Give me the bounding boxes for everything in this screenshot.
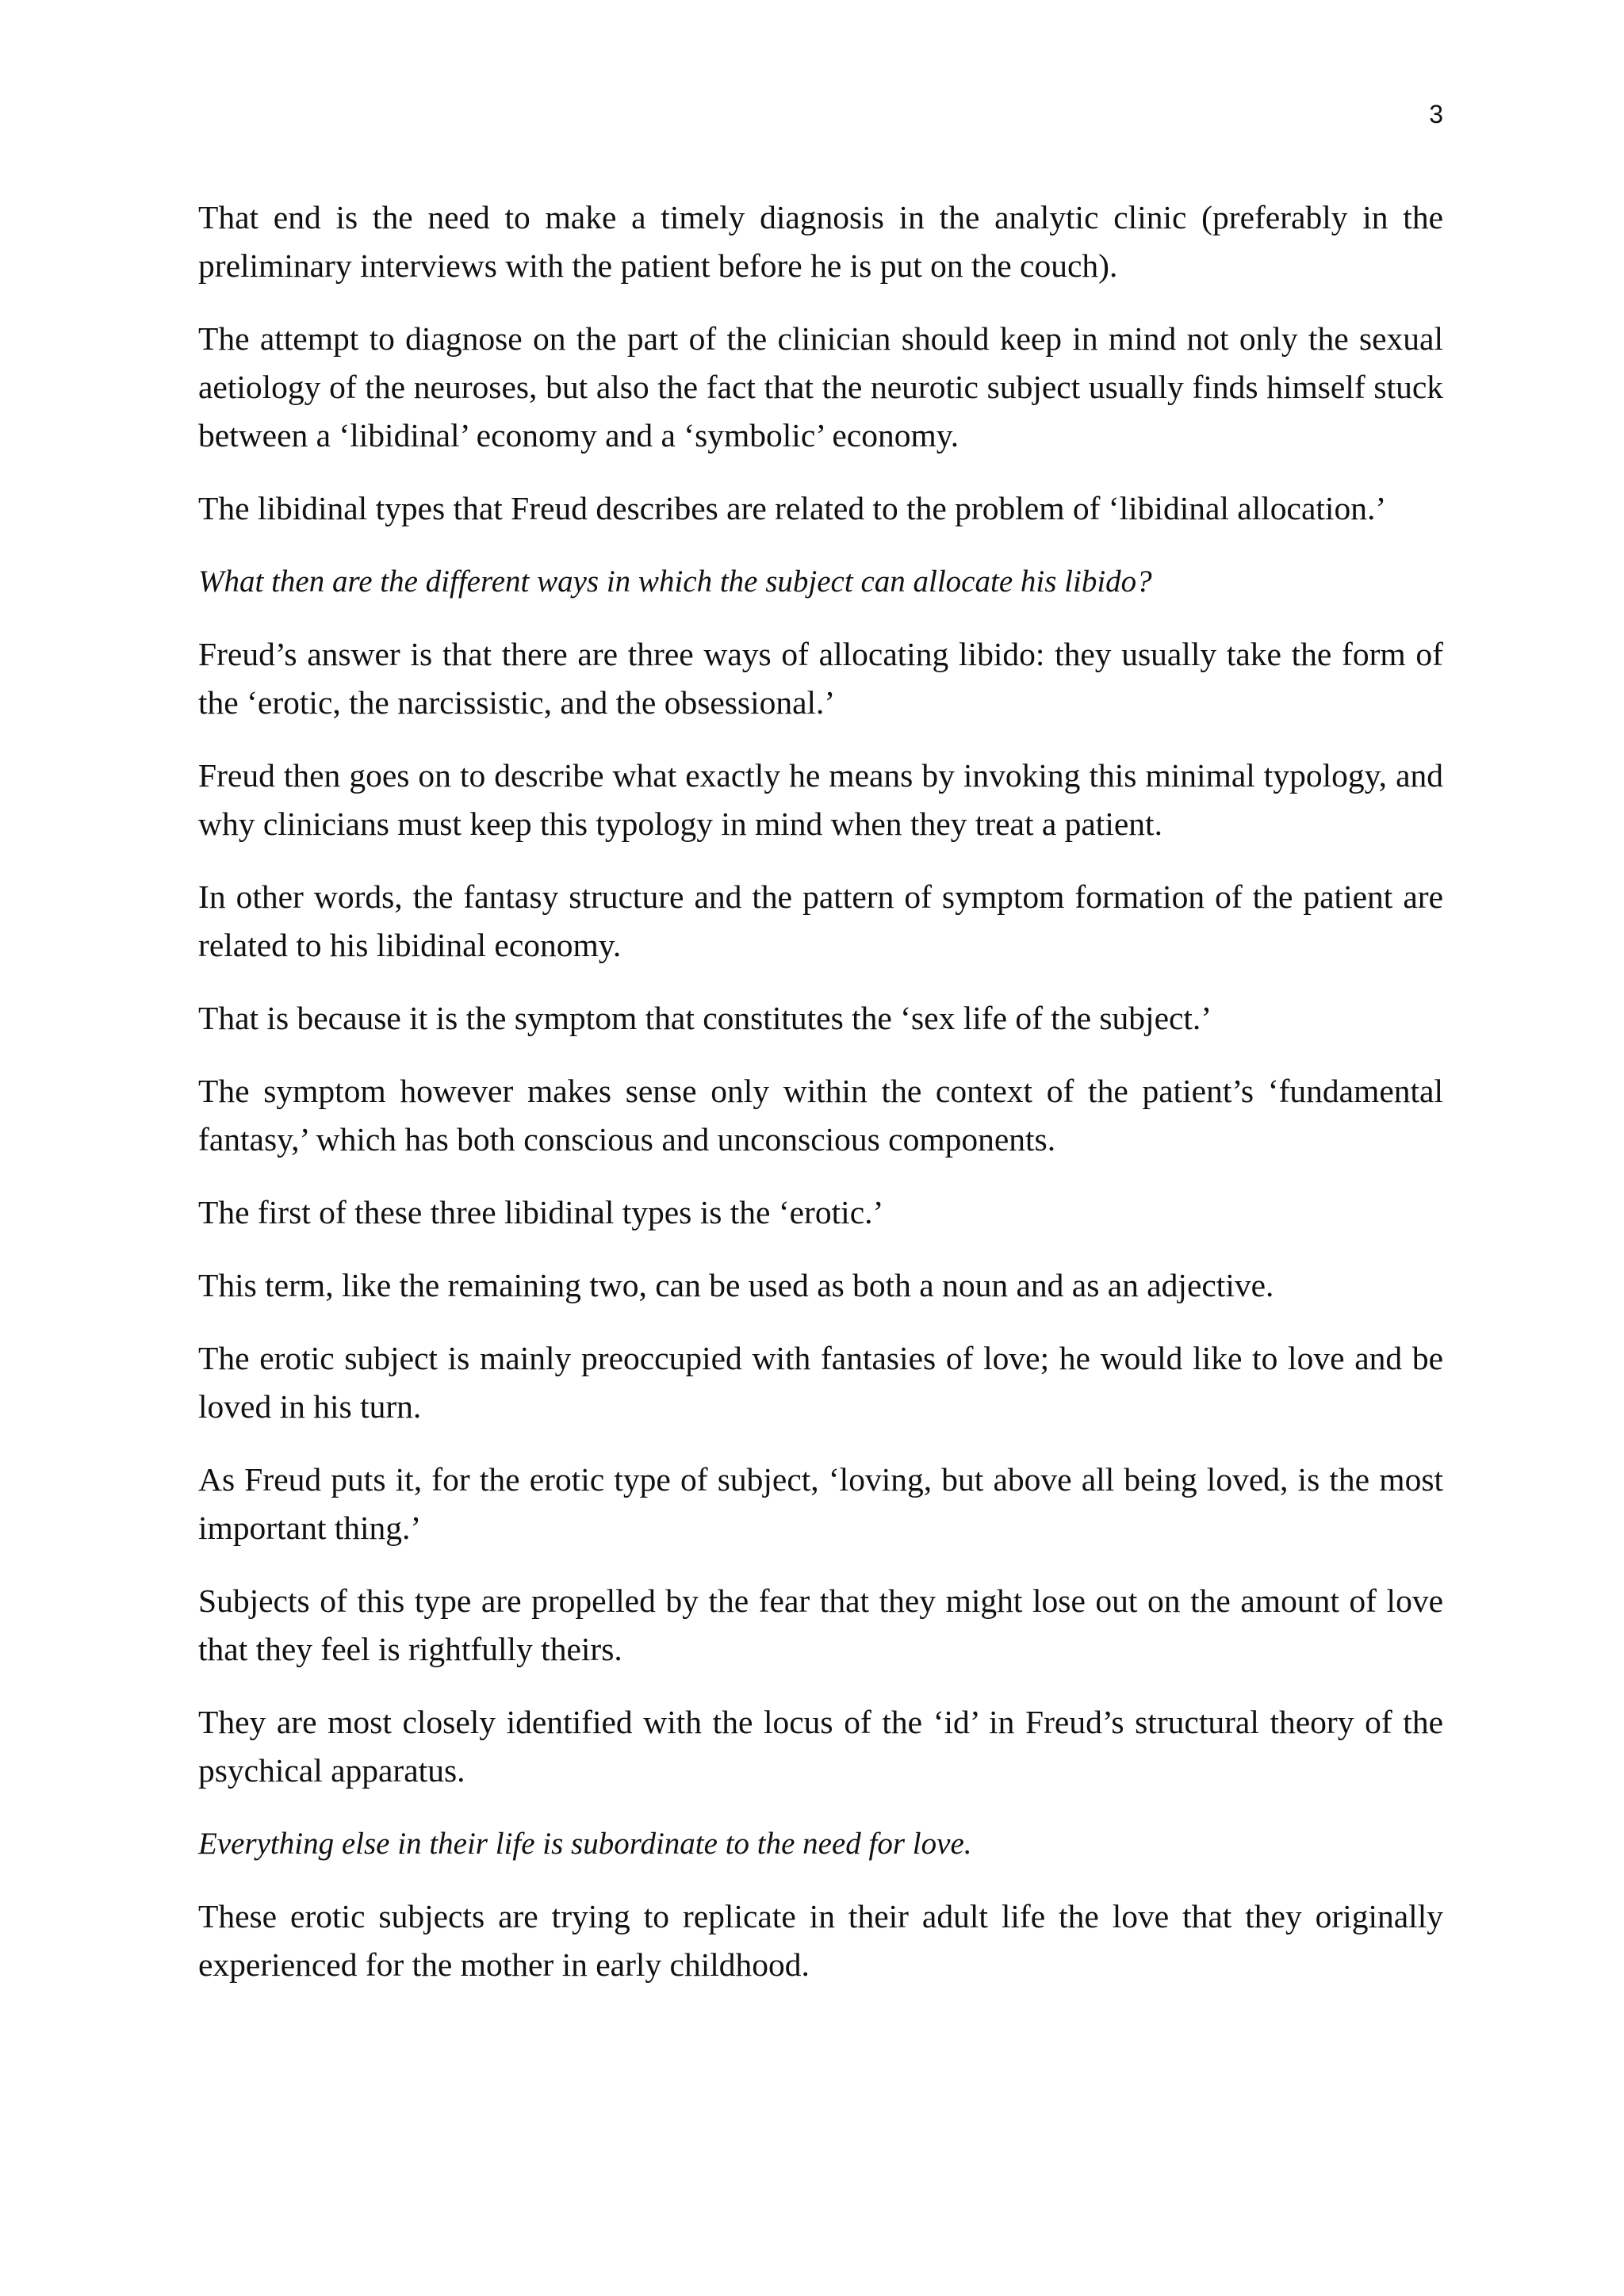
- paragraph-3: The libidinal types that Freud describes are related to the problem of ‘libidinal allocation.’: [198, 490, 1387, 526]
- paragraph-5: Freud’s answer is that there are three ways of allocating libido: they usually take the form of the ‘erotic, the narcissistic, and the obsessional.’: [198, 636, 1443, 721]
- paragraph-10: The first of these three libidinal types is the ‘erotic.’: [198, 1194, 884, 1230]
- paragraph-2: The attempt to diagnose on the part of the clinician should keep in mind not only the sexual aetiology of the neuroses, but also the fact that the neurotic subject usually finds himself stuck between a ‘libidinal’ economy and a ‘symbolic’ economy.: [198, 320, 1443, 453]
- paragraph-1: That end is the need to make a timely diagnosis in the analytic clinic (preferably in the preliminary interviews with the patient before he is put on the couch).: [198, 199, 1443, 284]
- paragraph-6: Freud then goes on to describe what exactly he means by invoking this minimal typology, and why clinicians must keep this typology in mind when they treat a patient.: [198, 757, 1443, 842]
- paragraph-7: In other words, the fantasy structure and the pattern of symptom formation of the patient are related to his libidinal economy.: [198, 878, 1443, 963]
- paragraph-8: That is because it is the symptom that constitutes the ‘sex life of the subject.’: [198, 1000, 1212, 1036]
- paragraph-9: The symptom however makes sense only within the context of the patient’s ‘fundamental fantasy,’ which has both conscious and unconscious components.: [198, 1073, 1443, 1158]
- paragraph-12: The erotic subject is mainly preoccupied with fantasies of love; he would like to love and be loved in his turn.: [198, 1340, 1443, 1425]
- paragraph-15: They are most closely identified with the locus of the ‘id’ in Freud’s structural theory of the psychical apparatus.: [198, 1704, 1443, 1789]
- page-number: 3: [1429, 100, 1443, 128]
- paragraph-4-italic-question: What then are the different ways in which the subject can allocate his libido?: [198, 564, 1152, 599]
- paragraph-17: These erotic subjects are trying to replicate in their adult life the love that they originally experienced for the mother in early childhood.: [198, 1898, 1443, 1983]
- paragraph-14: Subjects of this type are propelled by the fear that they might lose out on the amount of love that they feel is rightfully theirs.: [198, 1582, 1443, 1667]
- paragraph-13: As Freud puts it, for the erotic type of subject, ‘loving, but above all being loved, is the most important thing.’: [198, 1461, 1443, 1546]
- paragraph-16-italic: Everything else in their life is subordinate to the need for love.: [198, 1827, 972, 1861]
- paragraph-11: This term, like the remaining two, can be used as both a noun and as an adjective.: [198, 1267, 1274, 1303]
- body-text: [198, 193, 1443, 2014]
